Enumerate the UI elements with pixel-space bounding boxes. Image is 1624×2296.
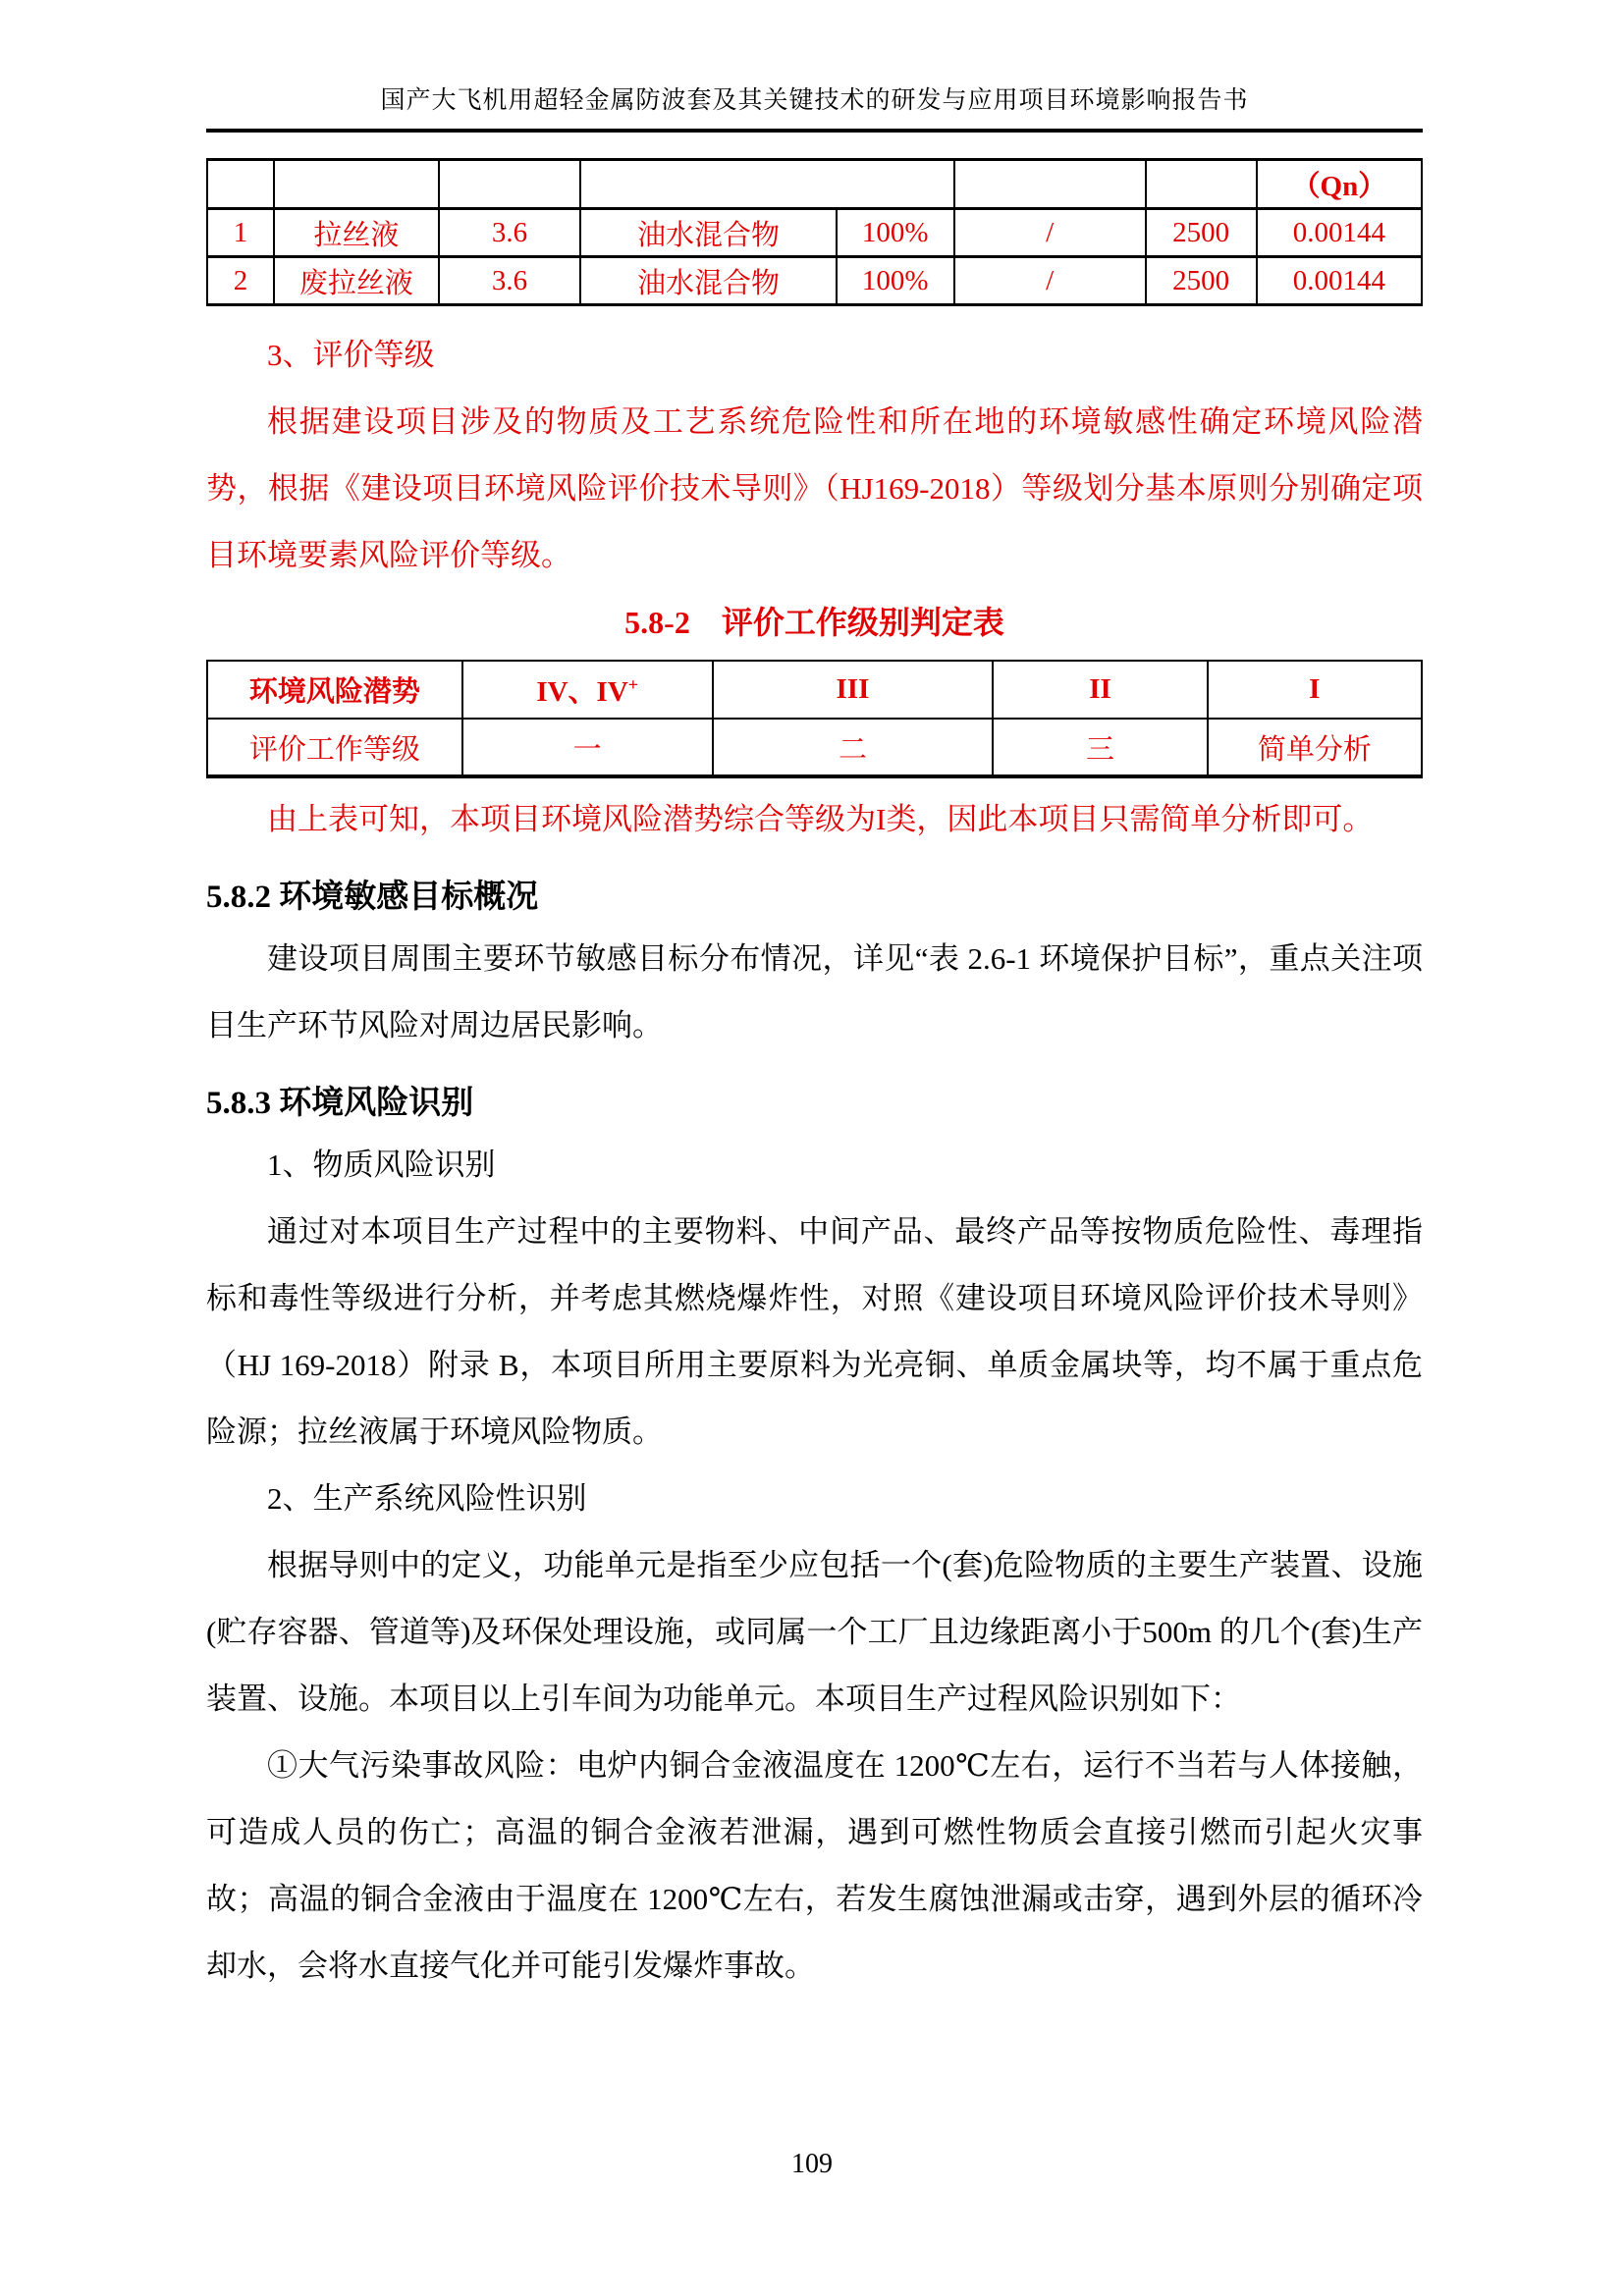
paragraph-582: 建设项目周围主要环节敏感目标分布情况，详见“表 2.6-1 环境保护目标”，重点关注项目生产环节风险对周边居民影响。 [206,941,1423,1042]
paragraph-conclusion: 由上表可知，本项目环境风险潜势综合等级为I类，因此本项目只需简单分析即可。 [267,802,1374,836]
table-header-cell-empty [207,160,274,209]
cell-grade-simple: 简单分析 [1208,719,1422,776]
cell-risk-potential-label: 环境风险潜势 [207,661,462,719]
cell-substance: 拉丝液 [274,209,439,257]
subheading-material-risk: 1、物质风险识别 [267,1148,496,1182]
subheading-rating-grade: 3、评价等级 [267,338,435,372]
cell-threshold: 2500 [1146,257,1257,305]
cell-slash: / [954,209,1146,257]
section-heading-582: 5.8.2 环境敏感目标概况 [206,880,539,915]
paragraph-production-risk: 根据导则中的定义，功能单元是指至少应包括一个(套)危险物质的主要生产装置、设施(贮存容器、管道等)及环保处理设施，或同属一个工厂且边缘距离小于500m 的几个(套)生产装置、设施。本项目以上引车间为功能单元。本项目生产过程风险识别如下： [206,1548,1423,1716]
level-iv-sup: + [627,674,639,695]
cell-threshold: 2500 [1146,209,1257,257]
table-header-cell-empty [439,160,581,209]
cell-percent: 100% [837,257,954,305]
table-row [207,719,1422,776]
table-header-cell-empty [1146,160,1257,209]
paragraph-material-risk: 通过对本项目生产过程中的主要物料、中间产品、最终产品等按物质危险性、毒理指标和毒性等级进行分析，并考虑其燃烧爆炸性，对照《建设项目环境风险评价技术导则》（HJ 169-2018）附录 B，本项目所用主要原料为光亮铜、单质金属块等，均不属于重点危险源；拉丝液属于环境风险物质。 [206,1214,1423,1449]
cell-substance: 废拉丝液 [274,257,439,305]
table-caption-582: 5.8-2 评价工作级别判定表 [624,605,1004,640]
table-header-cell-qn: （Qn） [1257,160,1422,209]
cell-index: 1 [207,209,274,257]
cell-level-ii: II [993,661,1207,719]
table-row [207,661,1422,719]
cell-qn-value: 0.00144 [1257,257,1422,305]
subheading-production-risk: 2、生产系统风险性识别 [267,1481,587,1516]
table-row [207,257,1422,305]
cell-grade-one: 一 [462,719,713,776]
cell-qn-value: 0.00144 [1257,209,1422,257]
table-header-cell-empty [274,160,439,209]
risk-substance-table [206,158,1423,306]
cell-grade-two: 二 [713,719,994,776]
cell-level-i: I [1208,661,1422,719]
page-number: 109 [791,2149,833,2179]
paragraph-accident-risk: ①大气污染事故风险：电炉内铜合金液温度在 1200℃左右，运行不当若与人体接触，可造成人员的伤亡；高温的铜合金液若泄漏，遇到可燃性物质会直接引燃而引起火灾事故；高温的铜合金液由于温度在 1200℃左右，若发生腐蚀泄漏或击穿，遇到外层的循环冷却水，会将水直接气化并可能引发爆炸事故。 [206,1748,1423,1983]
cell-grade-three: 三 [993,719,1207,776]
cell-work-grade-label: 评价工作等级 [207,719,462,776]
header-rule [206,129,1423,133]
table-header-row [207,160,1422,209]
cell-form: 油水混合物 [580,209,836,257]
cell-quantity: 3.6 [439,257,581,305]
table-header-cell-empty [954,160,1146,209]
paragraph-rating-grade: 根据建设项目涉及的物质及工艺系统危险性和所在地的环境敏感性确定环境风险潜势，根据《建设项目环境风险评价技术导则》（HJ169-2018）等级划分基本原则分别确定项目环境要素风险评价等级。 [206,404,1423,572]
cell-index: 2 [207,257,274,305]
table-row [207,209,1422,257]
cell-level-iv [462,661,713,719]
cell-level-iii: III [713,661,994,719]
rating-level-table [206,660,1423,778]
cell-percent: 100% [837,209,954,257]
section-heading-583: 5.8.3 环境风险识别 [206,1086,474,1121]
cell-form: 油水混合物 [580,257,836,305]
cell-slash: / [954,257,1146,305]
table-header-cell-empty-merged [580,160,953,209]
level-iv-text: IV、IV [536,676,628,708]
cell-quantity: 3.6 [439,209,581,257]
running-header-title: 国产大飞机用超轻金属防波套及其关键技术的研发与应用项目环境影响报告书 [380,87,1249,114]
